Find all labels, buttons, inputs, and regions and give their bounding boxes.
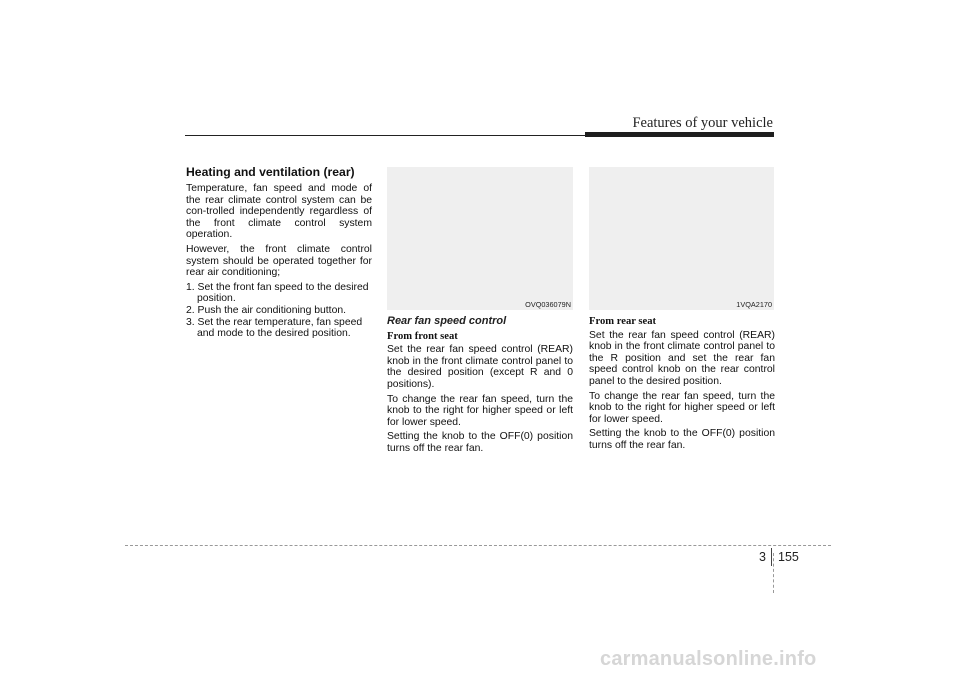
header-rule-accent <box>585 132 774 137</box>
chapter-number: 3 <box>759 550 766 564</box>
middle-column <box>387 316 573 458</box>
intro-paragraph: Temperature, fan speed and mode of the rear climate control system can be con-trolled independently regardless of the front climate control system operation. <box>186 183 372 241</box>
page-number: 155 <box>778 550 799 564</box>
body-paragraph: Setting the knob to the OFF(0) position turns off the rear fan. <box>387 431 573 454</box>
body-paragraph: To change the rear fan speed, turn the knob to the right for higher speed or left for lower speed. <box>589 390 775 425</box>
note-paragraph: However, the front climate control system should be operated together for rear air conditioning; <box>186 243 372 279</box>
subsection-label: From rear seat <box>589 316 657 327</box>
footer-crop-mark <box>773 553 774 593</box>
header-rule <box>185 135 585 136</box>
figure-code: OVQ036079N <box>525 300 571 309</box>
section-heading: Heating and ventilation (rear) <box>186 165 355 179</box>
watermark: carmanualsonline.info <box>600 648 817 670</box>
body-paragraph: To change the rear fan speed, turn the knob to the right for higher speed or left for lower speed. <box>387 393 573 428</box>
subsection-heading: Rear fan speed control <box>387 315 507 327</box>
figure-rear-panel <box>589 167 774 310</box>
steps-list <box>186 282 372 340</box>
left-column <box>186 165 372 340</box>
page-number-separator <box>771 548 772 566</box>
right-column <box>589 316 775 455</box>
page-header-title: Features of your vehicle <box>632 115 773 131</box>
figure-code: 1VQA2170 <box>736 300 772 309</box>
step-item: 3. Set the rear temperature, fan speed and mode to the desired position. <box>186 316 363 340</box>
body-paragraph: Setting the knob to the OFF(0) position turns off the rear fan. <box>589 428 775 451</box>
body-paragraph: Set the rear fan speed control (REAR) knob in the front climate control panel to the desired position (except R and 0 positions). <box>387 344 573 390</box>
footer-divider <box>125 545 831 546</box>
subsection-label: From front seat <box>387 330 458 342</box>
body-paragraph: Set the rear fan speed control (REAR) knob in the front climate control panel to the R position and set the rear fan speed control knob on the rear control panel to the desired position. <box>589 329 775 387</box>
step-item: 2. Push the air conditioning button. <box>186 304 347 316</box>
step-item: 1. Set the front fan speed to the desired position. <box>186 281 369 305</box>
figure-front-panel <box>387 167 573 310</box>
